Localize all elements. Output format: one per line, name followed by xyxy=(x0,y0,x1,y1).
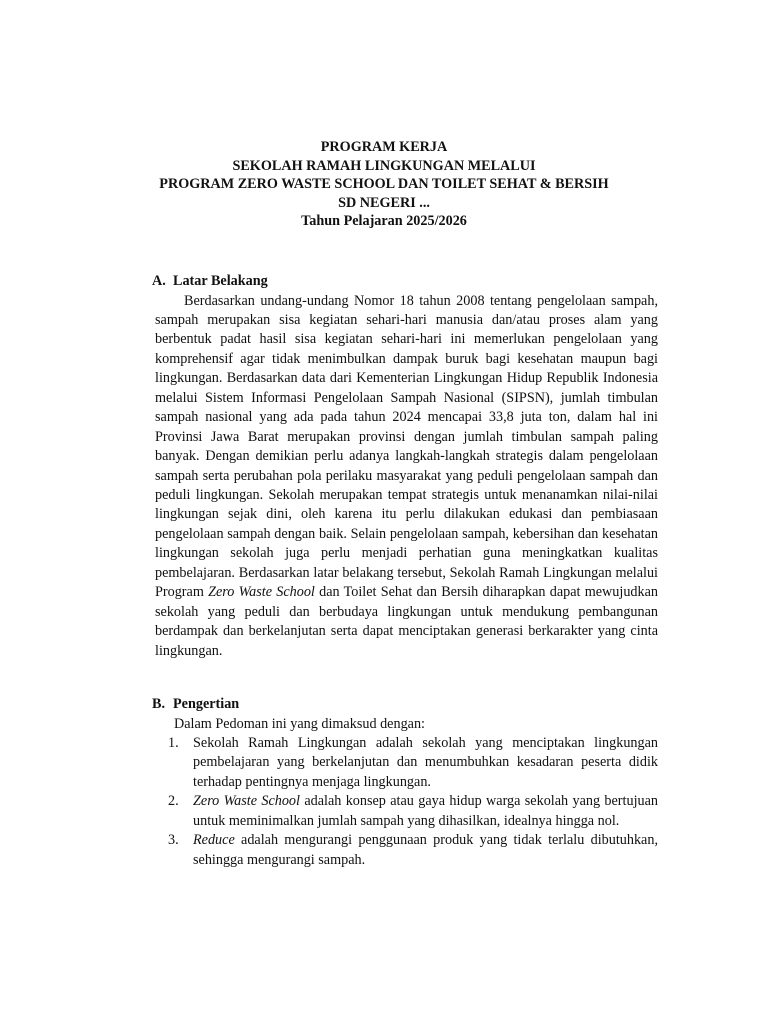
definitions-list xyxy=(152,734,658,870)
section-letter: A. xyxy=(152,273,166,289)
title-line-3: PROGRAM ZERO WASTE SCHOOL DAN TOILET SEHAT & BERSIH xyxy=(159,176,609,192)
list-item-text: adalah mengurangi penggunaan produk yang tidak terlalu dibutuhkan, sehingga mengurangi sampah. xyxy=(193,832,658,868)
list-item-number: 1. xyxy=(168,735,179,751)
list-item-number: 2. xyxy=(168,793,179,810)
document-title xyxy=(100,138,668,231)
title-line-1: PROGRAM KERJA xyxy=(320,139,448,155)
section-latar-belakang xyxy=(152,272,658,661)
list-item-text: adalah konsep atau gaya hidup warga sekolah yang bertujuan untuk meminimalkan jumlah sampah yang dihasilkan, idealnya hingga nol. xyxy=(193,793,658,829)
section-heading-text: Pengertian xyxy=(173,696,240,712)
paragraph-text-part-1: Berdasarkan undang-undang Nomor 18 tahun 2008 tentang pengelolaan sampah, sampah merupakan sisa kegiatan sehari-hari manusia dan/atau proses alam yang berbentuk padat hasil sisa kegiatan sehari-hari ini memerlukan pengelolaan yang komprehensif agar tidak menimbulkan dampak buruk bagi kesehatan maupun bagi lingkungan. Berdasarkan data dari Kementerian Lingkungan Hidup Republik Indonesia melalui Sistem Informasi Pengelolaan Sampah Nasional (SIPSN), jumlah timbulan sampah nasional yang ada pada tahun 2024 mencapai 33,8 juta ton, dalam hal ini Provinsi Jawa Barat merupakan provinsi dengan jumlah timbulan sampah paling banyak. Dengan demikian perlu adanya langkah-langkah strategis dalam pengelolaan sampah serta perubahan pola perilaku masyarakat yang peduli pengelolaan sampah dan peduli lingkungan. Sekolah merupakan tempat strategis untuk menanamkan nilai-nilai lingkungan sejak dini, oleh karena itu perlu dilakukan edukasi dan pembiasaan pengelolaan sampah dengan baik. Selain pengelolaan sampah, kebersihan dan kesehatan lingkungan sekolah juga perlu menjadi perhatian guna meningkatkan kualitas pembelajaran. Berdasarkan latar belakang tersebut, Sekolah Ramah Lingkungan melalui Program xyxy=(155,292,658,601)
paragraph-text-part-2: dan Toilet Sehat dan Bersih diharapkan dapat mewujudkan sekolah yang peduli dan berbudaya lingkungan untuk mendukung pembangunan berdampak dan berkelanjutan serta dapat menciptakan generasi berkarakter yang cinta lingkungan. xyxy=(155,584,658,659)
list-item-text: Sekolah Ramah Lingkungan adalah sekolah yang menciptakan lingkungan pembelajaran yang berkelanjutan dan menumbuhkan kesadaran peserta didik terhadap pentingnya menjaga lingkungan. xyxy=(193,735,658,790)
list-item-italic-term: Reduce xyxy=(193,832,235,849)
list-item xyxy=(152,831,658,870)
section-heading-text: Latar Belakang xyxy=(173,273,268,289)
title-line-5: Tahun Pelajaran 2025/2026 xyxy=(301,213,467,229)
list-item-italic-term: Zero Waste School xyxy=(193,793,300,810)
title-line-2: SEKOLAH RAMAH LINGKUNGAN MELALUI xyxy=(232,157,536,174)
section-heading xyxy=(152,272,658,292)
title-line-4: SD NEGERI ... xyxy=(338,194,430,211)
definitions-intro: Dalam Pedoman ini yang dimaksud dengan: xyxy=(174,715,425,732)
section-letter: B. xyxy=(152,696,166,712)
list-item-number: 3. xyxy=(168,832,179,849)
paragraph-italic-term: Zero Waste School xyxy=(208,584,315,601)
section-heading xyxy=(152,695,658,715)
section-pengertian xyxy=(152,695,658,870)
background-paragraph xyxy=(155,292,658,662)
list-item xyxy=(152,792,658,831)
list-item xyxy=(152,734,658,792)
